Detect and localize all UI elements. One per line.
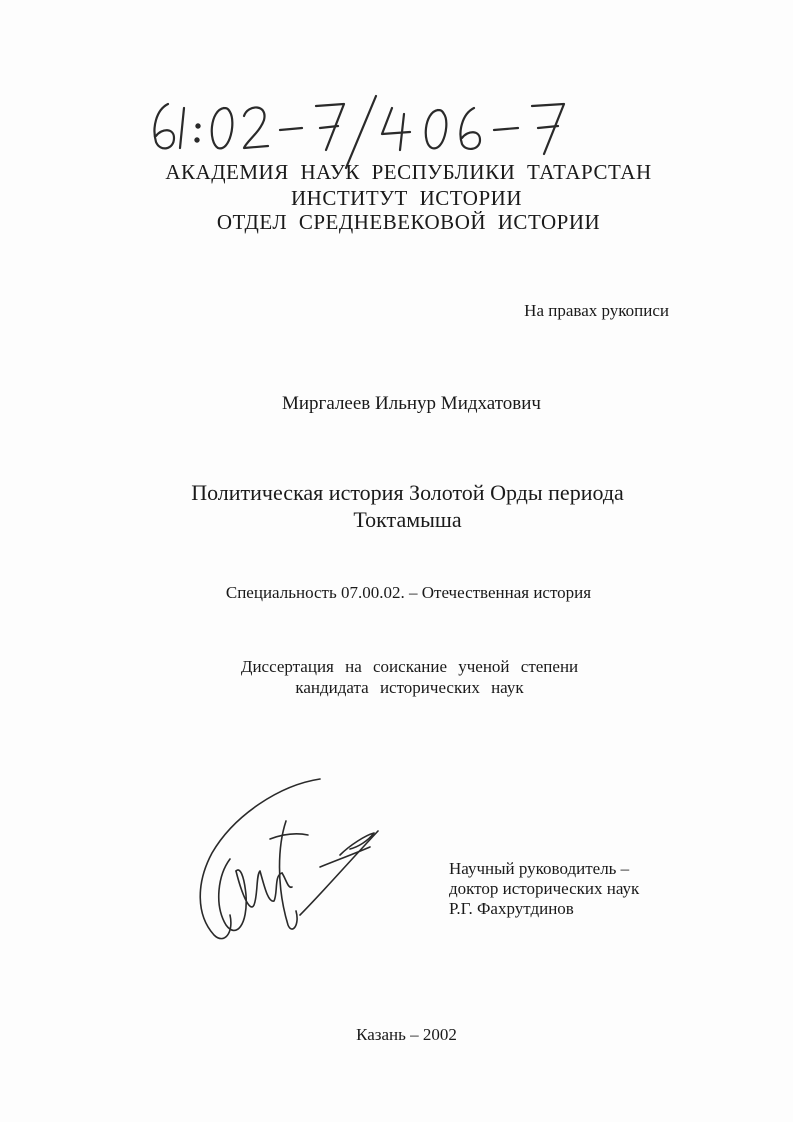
dissertation-title [0, 479, 793, 533]
dissertation-title-line-2: Токтамыша [353, 507, 462, 532]
degree-statement [0, 656, 793, 698]
supervisor-role: Научный руководитель – [449, 859, 630, 878]
institution-institute: ИНСТИТУТ ИСТОРИИ [290, 186, 522, 210]
specialty-line: Специальность 07.00.02. – Отечественная история [225, 583, 592, 602]
institution-department: ОТДЕЛ СРЕДНЕВЕКОВОЙ ИСТОРИИ [216, 210, 601, 234]
author-name: Миргалеев Ильнур Мидхатович [282, 393, 541, 414]
degree-statement-line-1: Диссертация на соискание ученой степени [240, 657, 579, 676]
place-and-year: Казань – 2002 [356, 1025, 457, 1044]
supervisor-degree: доктор исторических наук [449, 879, 640, 898]
supervisor-name: Р.Г. Фахрутдинов [449, 899, 574, 918]
institution-academy: АКАДЕМИЯ НАУК РЕСПУБЛИКИ ТАТАРСТАН [165, 160, 652, 184]
dissertation-title-line-1: Политическая история Золотой Орды периода [191, 480, 624, 505]
handwritten-signature [190, 775, 390, 945]
degree-statement-line-2: кандидата исторических наук [295, 678, 524, 697]
manuscript-rights-note: На правах рукописи [524, 301, 669, 320]
scientific-supervisor [449, 859, 639, 919]
